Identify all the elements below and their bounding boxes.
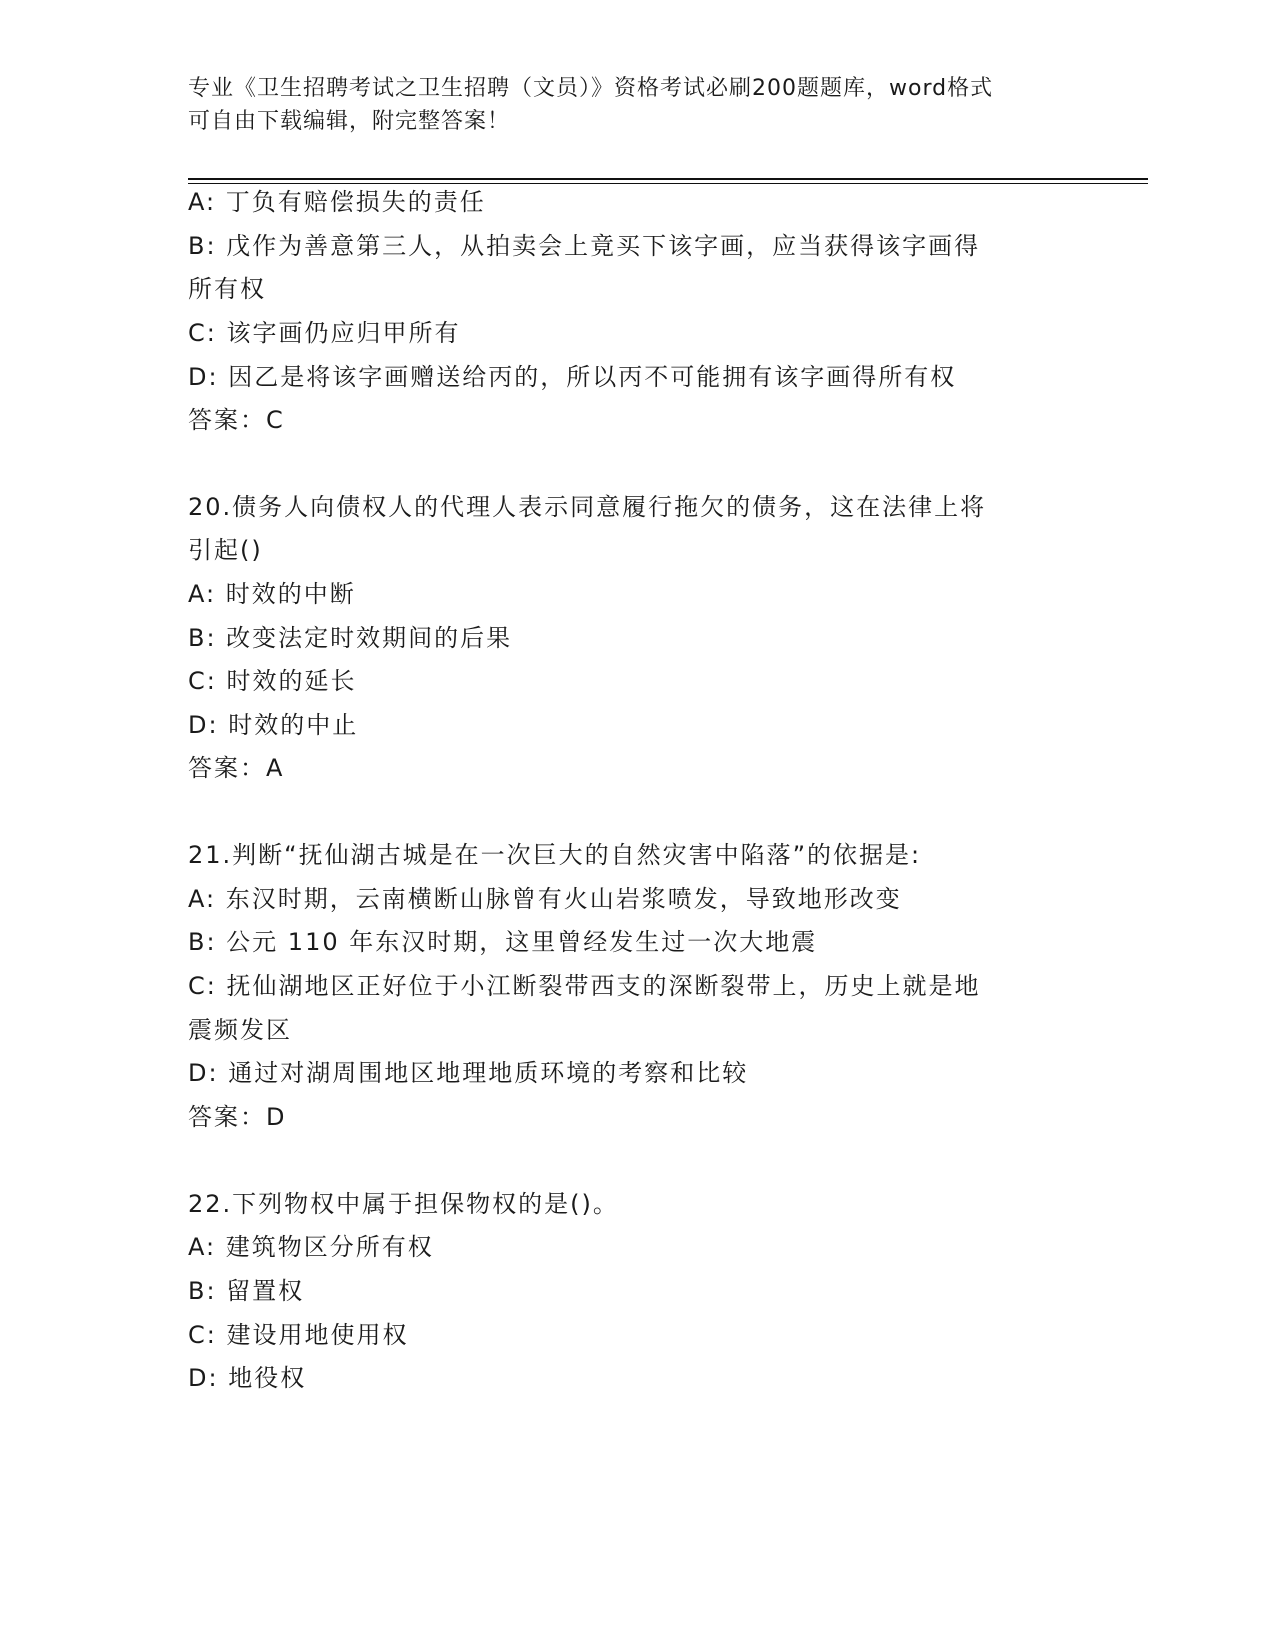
- document-header: [188, 72, 1088, 138]
- q22-option-d: D: 地役权: [188, 1364, 307, 1392]
- q19-option-d: D: 因乙是将该字画赠送给丙的，所以丙不可能拥有该字画得所有权: [188, 363, 957, 391]
- q20-stem-line2: 引起(): [188, 536, 263, 564]
- q19-option-b-line2: 所有权: [188, 275, 266, 303]
- q21-stem: 21.判断“抚仙湖古城是在一次巨大的自然灾害中陷落”的依据是:: [188, 841, 922, 869]
- q21-option-c-line2: 震频发区: [188, 1016, 292, 1044]
- q19-answer: 答案：C: [188, 406, 285, 434]
- q19-option-b-line1: B: 戊作为善意第三人，从拍卖会上竟买下该字画，应当获得该字画得: [188, 232, 981, 260]
- q22-option-a: A: 建筑物区分所有权: [188, 1233, 434, 1261]
- header-line-2: 可自由下载编辑，附完整答案！: [188, 109, 511, 134]
- q20-option-b: B: 改变法定时效期间的后果: [188, 624, 513, 652]
- q22-option-c: C: 建设用地使用权: [188, 1321, 409, 1349]
- q21-option-d: D: 通过对湖周围地区地理地质环境的考察和比较: [188, 1059, 749, 1087]
- q21-option-a: A: 东汉时期，云南横断山脉曾有火山岩浆喷发，导致地形改变: [188, 885, 902, 913]
- q21-answer: 答案：D: [188, 1103, 287, 1131]
- q21-option-b: B: 公元 110 年东汉时期，这里曾经发生过一次大地震: [188, 928, 818, 956]
- q21-option-c-line1: C: 抚仙湖地区正好位于小江断裂带西支的深断裂带上，历史上就是地: [188, 972, 981, 1000]
- header-line-1: 专业《卫生招聘考试之卫生招聘（文员）》资格考试必刷200题题库，word格式: [188, 76, 994, 101]
- q22-stem: 22.下列物权中属于担保物权的是()。: [188, 1190, 619, 1218]
- q20-answer: 答案：A: [188, 754, 285, 782]
- header-divider-thick: [188, 178, 1148, 180]
- q20-option-a: A: 时效的中断: [188, 580, 356, 608]
- q19-option-c: C: 该字画仍应归甲所有: [188, 319, 461, 347]
- q22-option-b: B: 留置权: [188, 1277, 305, 1305]
- q19-option-a: A: 丁负有赔偿损失的责任: [188, 188, 486, 216]
- q20-stem-line1: 20.债务人向债权人的代理人表示同意履行拖欠的债务，这在法律上将: [188, 493, 987, 521]
- q20-option-c: C: 时效的延长: [188, 667, 357, 695]
- q20-option-d: D: 时效的中止: [188, 711, 359, 739]
